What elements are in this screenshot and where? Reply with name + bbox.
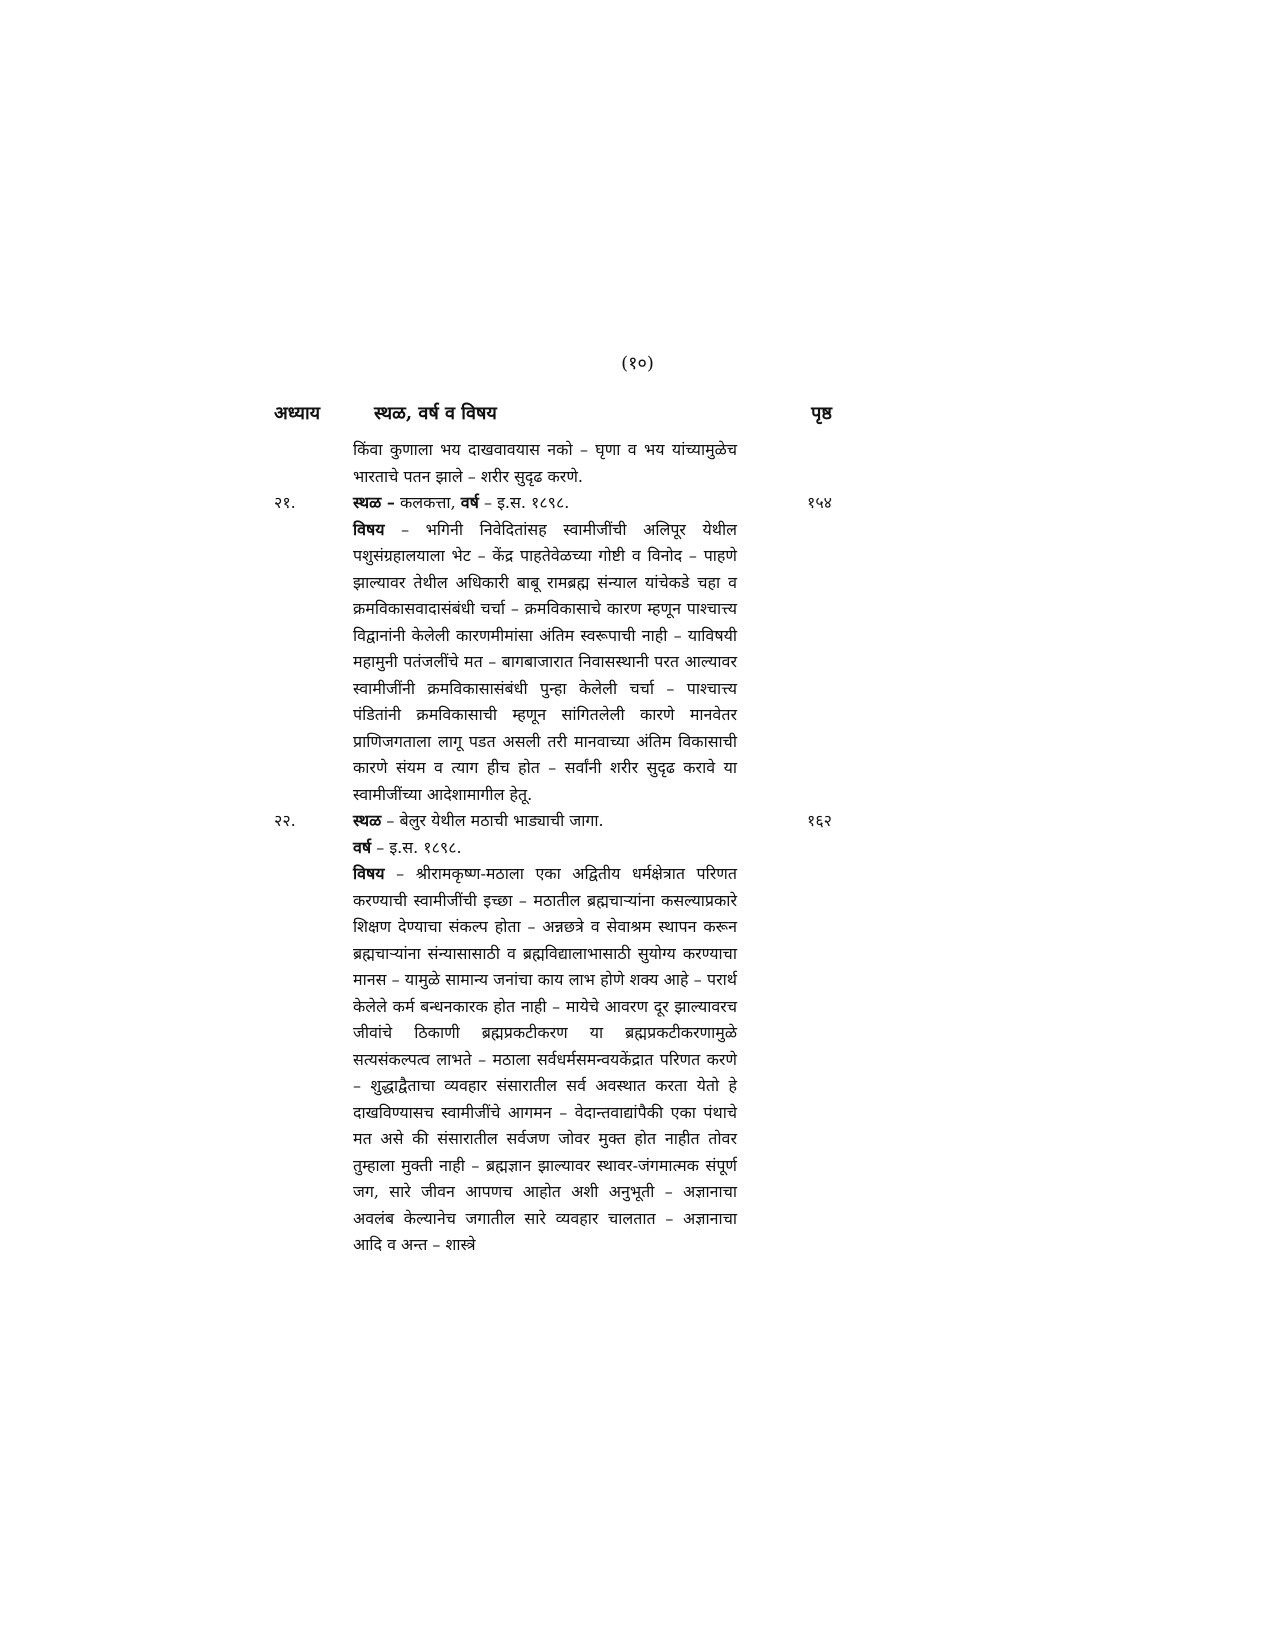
year-label: वर्ष bbox=[460, 493, 479, 512]
subject-label: विषय bbox=[353, 864, 385, 883]
header-page: पृष्ठ bbox=[811, 403, 832, 424]
page-reference: १६२ bbox=[807, 811, 832, 830]
year-line bbox=[353, 835, 737, 862]
place-label: स्थळ bbox=[353, 811, 382, 830]
continuation-entry bbox=[274, 437, 832, 490]
subject-label: विषय bbox=[353, 519, 385, 539]
place-label: स्थळ – bbox=[353, 493, 395, 512]
header-chapter: अध्याय bbox=[274, 403, 321, 424]
chapter-number: २१. bbox=[274, 493, 296, 512]
header-topic: स्थळ, वर्ष व विषय bbox=[374, 403, 497, 424]
place-text: – बेलुर येथील मठाची भाड्याची जागा. bbox=[381, 811, 604, 830]
year-text: – इ.स. १८९८. bbox=[478, 493, 570, 512]
page-number: (१०) bbox=[621, 353, 654, 374]
entry-body bbox=[353, 808, 737, 1259]
year-label: वर्ष bbox=[353, 837, 372, 857]
year-text: – इ.स. १८९८. bbox=[371, 837, 462, 857]
subject-text: – भगिनी निवेदितांसह स्वामीजींची अलिपूर येथील पशुसंग्रहालयाला भेट – केंद्र पाहतेवेळच्या गोष्टी व विनोद – पाहणे झाल्यावर तेथील अधिकारी बाबू रामब्रह्म संन्याल यांचेकडे चहा व क्रमविकासवादासंबंधी चर्चा – क्रमविकासाचे कारण म्हणून पाश्चात्त्य विद्वानांनी केलेली कारणमीमांसा अंतिम स्वरूपाची नाही – याविषयी महामुनी पतंजलींचे मत – बागबाजारात निवासस्थानी परत आल्यावर स्वामीजींनी क्रमविकासासंबंधी पुन्हा केलेली चर्चा – पाश्चात्त्य पंडितांनी क्रमविकासाची म्हणून सांगितलेली कारणे मानवेतर प्राणिजगताला लागू पडत असली तरी मानवाच्या अंतिम विकासाची कारणे संयम व त्याग हीच होत – सर्वांनी शरीर सुदृढ करावे या स्वामीजींच्या आदेशामागील हेतू. bbox=[353, 519, 737, 804]
subject-line bbox=[353, 517, 737, 809]
table-header bbox=[274, 400, 832, 432]
page-reference: १५४ bbox=[807, 493, 832, 512]
list-item bbox=[274, 808, 832, 1259]
continuation-text: किंवा कुणाला भय दाखवावयास नको – घृणा व भय यांच्यामुळेच भारताचे पतन झाले – शरीर सुदृढ करणे. bbox=[353, 440, 737, 486]
place-text: कलकत्ता, bbox=[394, 493, 461, 512]
list-item bbox=[274, 490, 832, 808]
place-year-line bbox=[353, 490, 737, 517]
subject-text: – श्रीरामकृष्ण-मठाला एका अद्वितीय धर्मक्षेत्रात परिणत करण्याची स्वामीजींची इच्छा – मठातील ब्रह्मचाऱ्यांना कसल्याप्रकारे शिक्षण देण्याचा संकल्प होता – अन्नछत्रे व सेवाश्रम स्थापन करून ब्रह्मचाऱ्यांना संन्यासासाठी व ब्रह्मविद्यालाभासाठी सुयोग्य करण्याचा मानस – यामुळे सामान्य जनांचा काय लाभ होणे शक्य आहे – परार्थ केलेले कर्म बन्धनकारक होत नाही – मायेचे आवरण दूर झाल्यावरच जीवांचे ठिकाणी ब्रह्मप्रकटीकरण या ब्रह्मप्रकटीकरणामुळे सत्यसंकल्पत्व लाभते – मठाला सर्वधर्मसमन्वयकेंद्रात परिणत करणे – शुद्धाद्वैताचा व्यवहार संसारातील सर्व अवस्थात करता येतो हे दाखविण्यासच स्वामीजींचे आगमन – वेदान्तवाद्यांपैकी एका पंथाचे मत असे की संसारातील सर्वजण जोवर मुक्त होत नाहीत तोवर तुम्हाला मुक्ती नाही – ब्रह्मज्ञान झाल्यावर स्थावर-जंगमात्मक संपूर्ण जग, सारे जीवन आपणच आहोत अशी अनुभूती – अज्ञानाचा अवलंब केल्यानेच जगातील सारे व्यवहार चालतात – अज्ञानाचा आदि व अन्त – शास्त्रे bbox=[353, 864, 737, 1254]
subject-line bbox=[353, 861, 737, 1259]
contents-list bbox=[274, 437, 832, 1259]
place-line bbox=[353, 808, 737, 835]
chapter-number: २२. bbox=[274, 811, 296, 830]
entry-body bbox=[353, 490, 737, 808]
